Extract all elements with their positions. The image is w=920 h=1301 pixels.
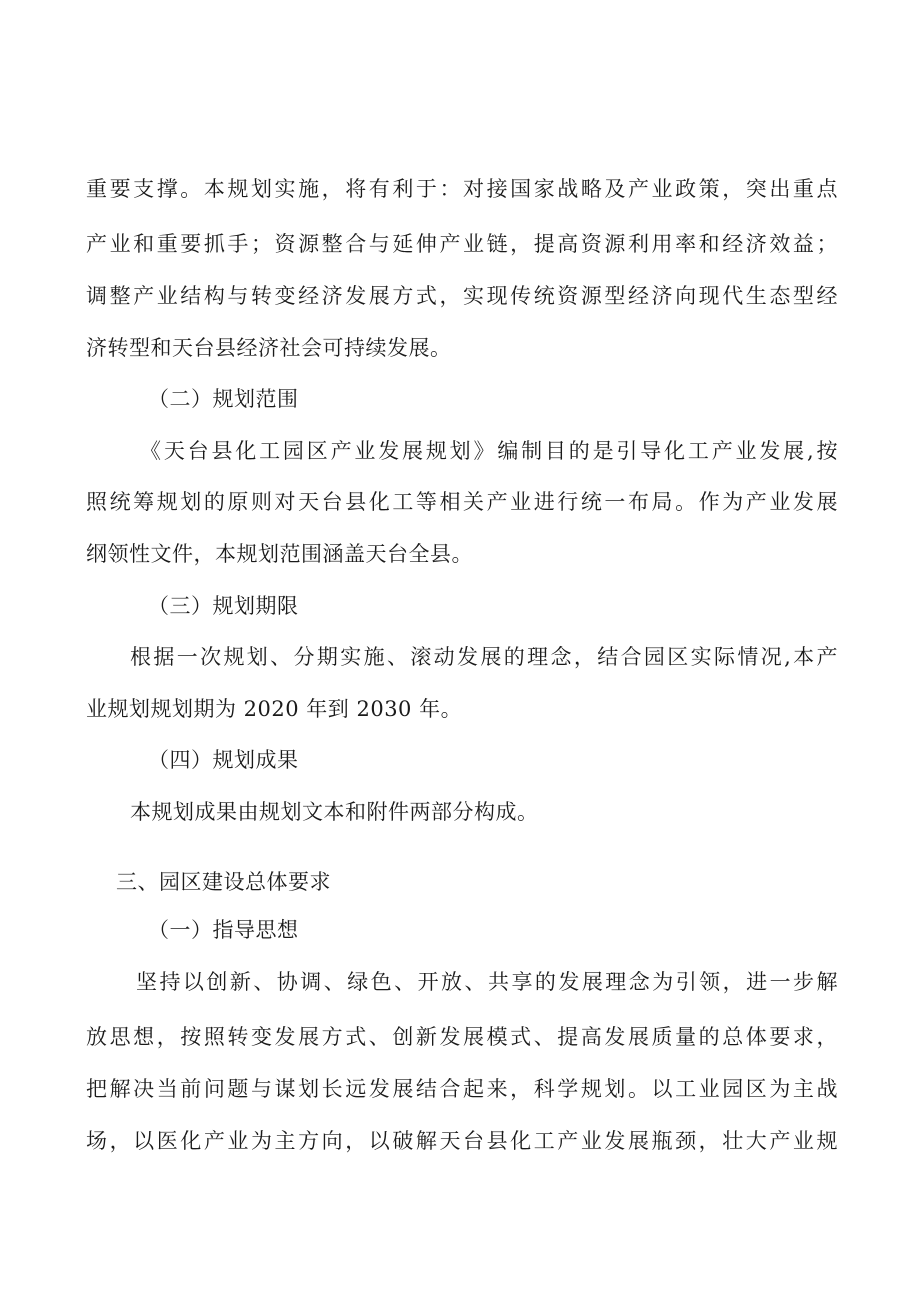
paragraph-line: 坚持以创新、协调、绿色、开放、共享的发展理念为引领，进一步解	[136, 970, 838, 994]
paragraph-line: 调整产业结构与转变经济发展方式，实现传统资源型经济向现代生态型经	[86, 284, 838, 308]
paragraph-line: 照统筹规划的原则对天台县化工等相关产业进行统一布局。作为产业发展	[86, 490, 838, 514]
section-heading: （一）指导思想	[148, 918, 299, 942]
paragraph-line: 纲领性文件，本规划范围涵盖天台全县。	[86, 542, 473, 566]
paragraph-line: 本规划成果由规划文本和附件两部分构成。	[130, 800, 539, 824]
paragraph-line: 把解决当前问题与谋划长远发展结合起来，科学规划。以工业园区为主战	[86, 1077, 838, 1101]
paragraph-line: 产业和重要抓手；资源整合与延伸产业链，提高资源利用率和经济效益；	[86, 232, 838, 256]
paragraph-line: 根据一次规划、分期实施、滚动发展的理念，结合园区实际情况,本产	[130, 645, 838, 669]
paragraph-line: 《天台县化工园区产业发展规划》编制目的是引导化工产业发展,按	[140, 439, 838, 463]
section-heading: （四）规划成果	[148, 748, 299, 772]
paragraph-line: 重要支撑。本规划实施，将有利于：对接国家战略及产业政策，突出重点	[86, 177, 838, 201]
paragraph-line: 场，以医化产业为主方向，以破解天台县化工产业发展瓶颈，壮大产业规	[86, 1129, 838, 1153]
paragraph-line: 放思想，按照转变发展方式、创新发展模式、提高发展质量的总体要求，	[86, 1025, 838, 1049]
section-heading: （三）规划期限	[148, 594, 299, 618]
paragraph-line: 业规划规划期为 2020 年到 2030 年。	[86, 697, 463, 721]
section-heading: （二）规划范围	[148, 387, 299, 411]
paragraph-line: 济转型和天台县经济社会可持续发展。	[86, 336, 452, 360]
chapter-heading: 三、园区建设总体要求	[116, 870, 331, 894]
